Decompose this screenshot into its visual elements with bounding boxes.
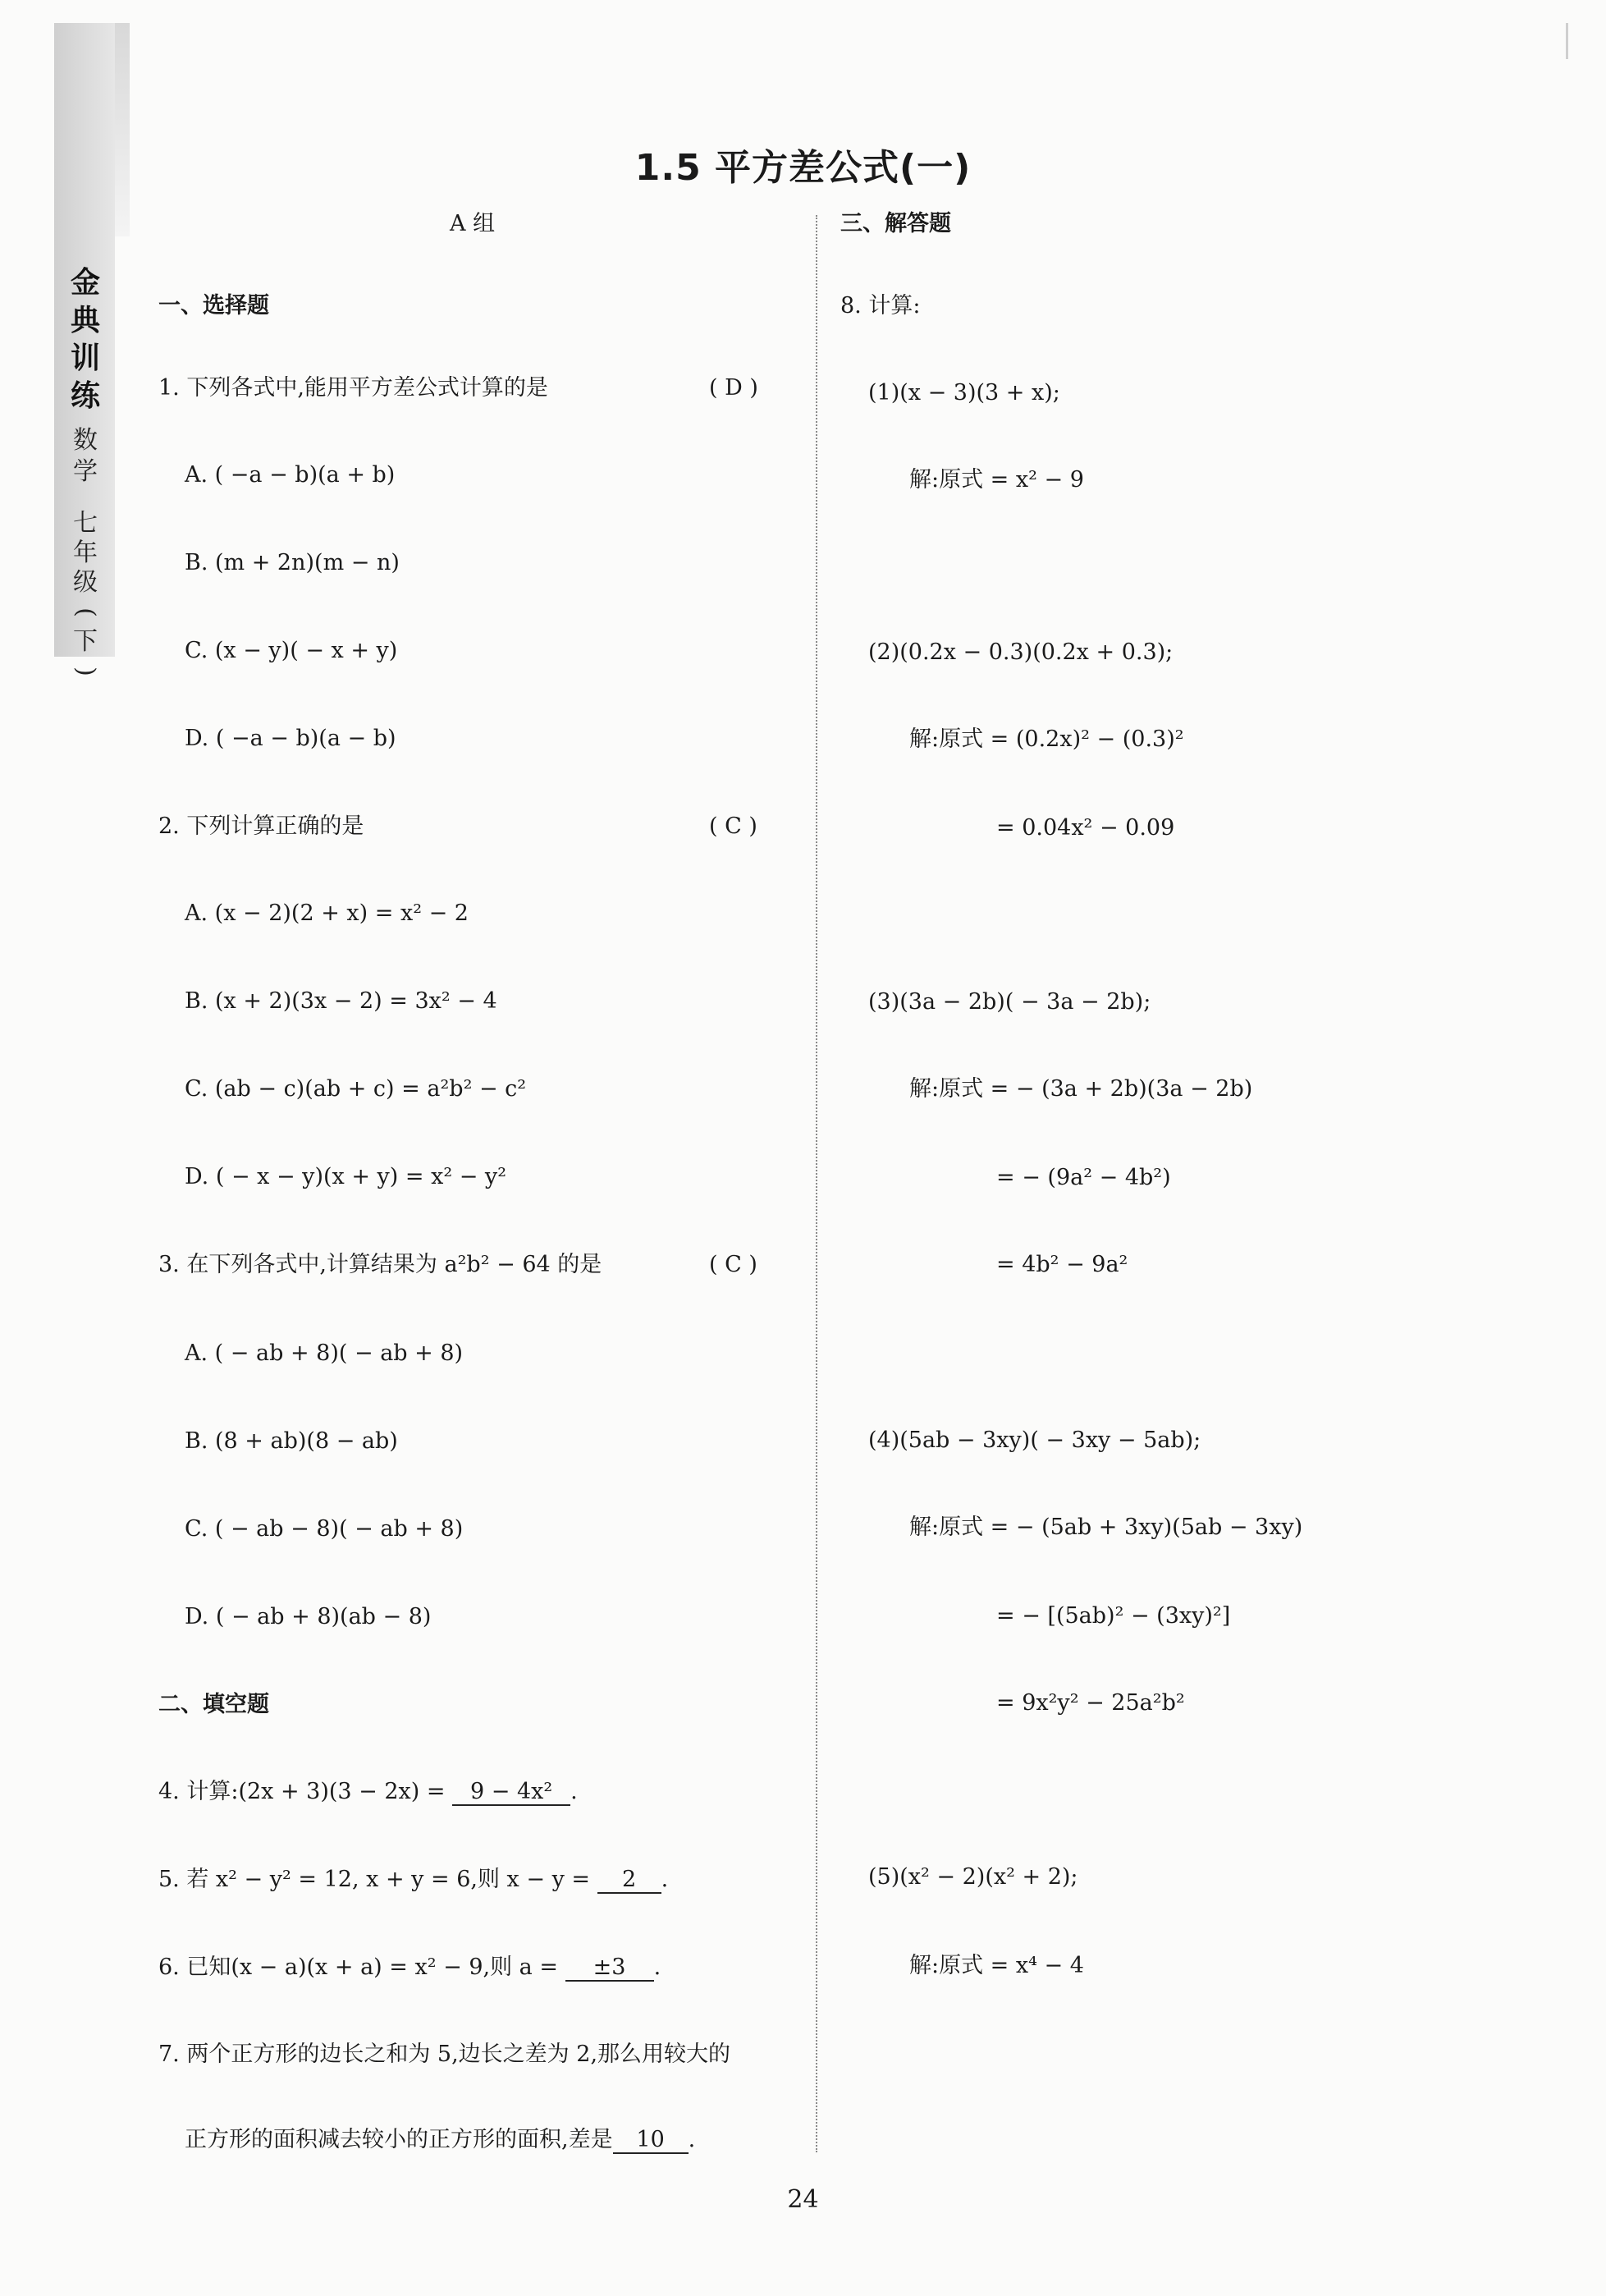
question-2-option-a: A. (x − 2)(2 + x) = x² − 2 xyxy=(185,901,469,926)
section-heading-fill: 二、填空题 xyxy=(158,1692,269,1717)
brand-char: 典 xyxy=(70,304,100,337)
question-6-end: . xyxy=(653,1955,661,1980)
question-1-option-a: A. ( −a − b)(a + b) xyxy=(185,462,396,488)
brand-char: 练 xyxy=(70,379,100,413)
grade-char: 七 xyxy=(73,509,98,538)
question-2-answer: ( C ) xyxy=(709,813,757,839)
question-3-option-b: B. (8 + ab)(8 − ab) xyxy=(185,1428,398,1454)
page-title: 1.5 平方差公式(一) xyxy=(634,147,972,189)
page-number: 24 xyxy=(787,2185,819,2214)
sidebar-fade xyxy=(115,23,130,236)
question-3-option-c: C. ( − ab − 8)( − ab + 8) xyxy=(185,1516,464,1542)
question-6 xyxy=(158,1954,661,1982)
problem-3: (3)(3a − 2b)( − 3a − 2b); xyxy=(868,989,1151,1015)
question-5-blank: 2 xyxy=(597,1868,661,1894)
question-8-stem: 8. 计算: xyxy=(840,293,921,319)
column-divider xyxy=(816,215,817,2152)
problem-4-step: = − [(5ab)² − (3xy)²] xyxy=(996,1603,1231,1629)
problem-2-step: 解:原式 = (0.2x)² − (0.3)² xyxy=(909,726,1184,752)
problem-1-step: 解:原式 = x² − 9 xyxy=(909,467,1084,493)
question-4 xyxy=(158,1778,578,1806)
grade-char: ) xyxy=(71,667,100,676)
question-6-blank: ±3 xyxy=(565,1955,654,1982)
problem-1: (1)(x − 3)(3 + x); xyxy=(868,380,1060,406)
question-6-text: 6. 已知(x − a)(x + a) = x² − 9,则 a = xyxy=(158,1955,565,1980)
question-1-answer: ( D ) xyxy=(709,375,758,401)
problem-5: (5)(x² − 2)(x² + 2); xyxy=(868,1864,1078,1890)
problem-2: (2)(0.2x − 0.3)(0.2x + 0.3); xyxy=(868,639,1174,665)
grade-char: 年 xyxy=(73,538,98,567)
group-label: A 组 xyxy=(450,211,496,236)
problem-3-step: = − (9a² − 4b²) xyxy=(996,1165,1171,1190)
sidebar-subject xyxy=(71,425,100,488)
brand-char: 金 xyxy=(70,266,100,300)
question-1-option-c: C. (x − y)( − x + y) xyxy=(185,638,398,663)
section-heading-solve: 三、解答题 xyxy=(840,211,951,236)
question-1-option-d: D. ( −a − b)(a − b) xyxy=(185,726,396,751)
sidebar-brand xyxy=(69,264,102,415)
question-5-end: . xyxy=(661,1867,669,1892)
question-7-blank: 10 xyxy=(613,2128,689,2154)
question-4-text: 4. 计算:(2x + 3)(3 − 2x) = xyxy=(158,1779,453,1804)
section-heading-choice: 一、选择题 xyxy=(158,293,269,319)
question-2-option-d: D. ( − x − y)(x + y) = x² − y² xyxy=(185,1164,507,1189)
problem-2-step: = 0.04x² − 0.09 xyxy=(996,815,1175,841)
subject-char: 数 xyxy=(73,426,98,455)
question-5-text: 5. 若 x² − y² = 12, x + y = 6,则 x − y = xyxy=(158,1867,597,1892)
brand-char: 训 xyxy=(70,341,100,375)
question-2-option-b: B. (x + 2)(3x − 2) = 3x² − 4 xyxy=(185,988,497,1014)
grade-char: 下 xyxy=(73,627,98,656)
question-3-option-a: A. ( − ab + 8)( − ab + 8) xyxy=(185,1340,464,1366)
question-3-stem: 3. 在下列各式中,计算结果为 a²b² − 64 的是 xyxy=(158,1252,602,1277)
question-2-option-c: C. (ab − c)(ab + c) = a²b² − c² xyxy=(185,1076,527,1102)
sidebar-grade xyxy=(71,509,100,686)
question-3-answer: ( C ) xyxy=(709,1252,757,1277)
question-7-line1: 7. 两个正方形的边长之和为 5,边长之差为 2,那么用较大的 xyxy=(158,2042,731,2067)
question-7-end: . xyxy=(688,2127,696,2152)
problem-4-step: = 9x²y² − 25a²b² xyxy=(996,1690,1185,1716)
question-4-blank: 9 − 4x² xyxy=(452,1780,570,1806)
question-7-text: 正方形的面积减去较小的正方形的面积,差是 xyxy=(185,2127,613,2152)
problem-3-step: 解:原式 = − (3a + 2b)(3a − 2b) xyxy=(909,1076,1253,1102)
question-1-option-b: B. (m + 2n)(m − n) xyxy=(185,550,400,575)
question-3-option-d: D. ( − ab + 8)(ab − 8) xyxy=(185,1604,432,1629)
question-2-stem: 2. 下列计算正确的是 xyxy=(158,813,364,839)
question-5 xyxy=(158,1866,668,1894)
grade-char: ( xyxy=(71,607,100,617)
corner-mark xyxy=(1566,23,1575,59)
problem-5-step: 解:原式 = x⁴ − 4 xyxy=(909,1953,1084,1978)
question-4-end: . xyxy=(570,1779,578,1804)
question-7-line2 xyxy=(185,2126,695,2154)
grade-char: 级 xyxy=(73,568,98,597)
question-1-stem: 1. 下列各式中,能用平方差公式计算的是 xyxy=(158,375,548,401)
subject-char: 学 xyxy=(73,457,98,486)
problem-4: (4)(5ab − 3xy)( − 3xy − 5ab); xyxy=(868,1428,1201,1453)
problem-3-step: = 4b² − 9a² xyxy=(996,1252,1128,1277)
problem-4-step: 解:原式 = − (5ab + 3xy)(5ab − 3xy) xyxy=(909,1515,1303,1540)
